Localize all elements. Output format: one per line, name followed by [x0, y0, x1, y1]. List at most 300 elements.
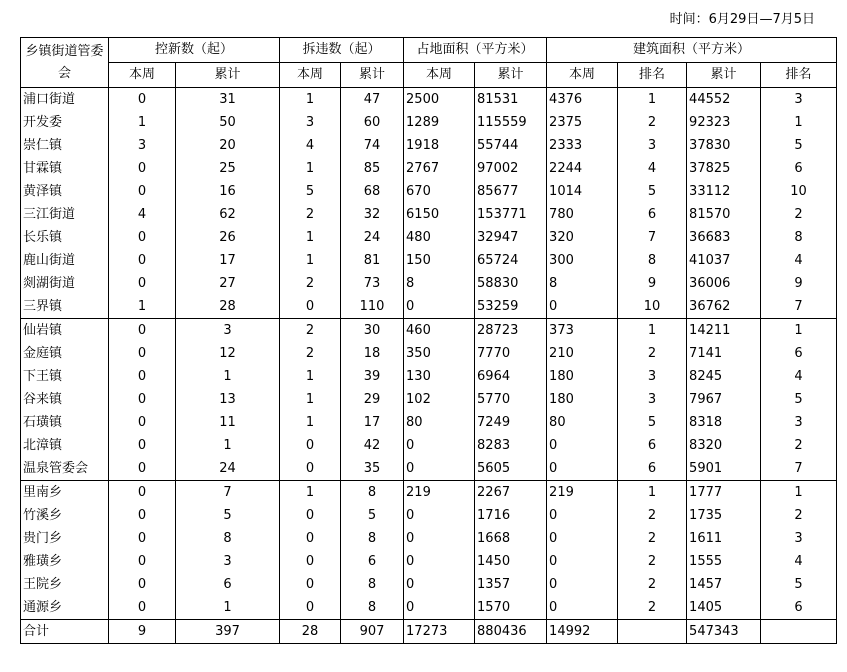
data-cell: 0	[109, 434, 176, 457]
data-cell: 8	[176, 527, 280, 550]
table-row	[21, 596, 837, 620]
data-cell: 0	[109, 249, 176, 272]
district-name-cell: 下王镇	[21, 365, 109, 388]
data-cell: 62	[176, 203, 280, 226]
data-cell: 1	[280, 249, 341, 272]
data-cell: 0	[547, 457, 618, 481]
group-header-demolition: 拆违数（起）	[280, 38, 404, 63]
data-cell: 8	[761, 226, 837, 249]
data-cell: 29	[341, 388, 404, 411]
data-cell: 8283	[475, 434, 547, 457]
data-cell: 81570	[687, 203, 761, 226]
table-header	[21, 38, 837, 88]
data-cell: 10	[761, 180, 837, 203]
data-cell: 6	[761, 342, 837, 365]
data-cell: 0	[547, 504, 618, 527]
group-header-new-control: 控新数（起）	[109, 38, 280, 63]
data-cell: 24	[176, 457, 280, 481]
data-cell: 5	[176, 504, 280, 527]
data-cell: 0	[547, 550, 618, 573]
district-name-cell: 甘霖镇	[21, 157, 109, 180]
data-cell: 1450	[475, 550, 547, 573]
data-cell: 39	[341, 365, 404, 388]
data-cell: 92323	[687, 111, 761, 134]
data-cell: 4	[109, 203, 176, 226]
table-row	[21, 111, 837, 134]
data-cell: 47	[341, 88, 404, 112]
data-cell: 1611	[687, 527, 761, 550]
data-cell: 1	[618, 88, 687, 112]
data-cell: 880436	[475, 620, 547, 644]
data-cell: 33112	[687, 180, 761, 203]
data-cell: 0	[547, 434, 618, 457]
data-cell: 3	[618, 365, 687, 388]
table-row	[21, 249, 837, 272]
data-cell: 1716	[475, 504, 547, 527]
data-cell: 4	[761, 249, 837, 272]
sub-header: 本周	[547, 63, 618, 88]
data-cell: 17273	[404, 620, 475, 644]
data-cell: 6	[341, 550, 404, 573]
data-cell: 4	[761, 365, 837, 388]
data-cell: 2	[618, 504, 687, 527]
table-row	[21, 295, 837, 319]
data-cell: 180	[547, 388, 618, 411]
data-cell: 1	[280, 88, 341, 112]
data-cell: 60	[341, 111, 404, 134]
data-cell: 0	[109, 550, 176, 573]
data-cell: 2	[618, 596, 687, 620]
data-cell: 8	[341, 596, 404, 620]
data-cell: 8	[547, 272, 618, 295]
data-cell: 0	[280, 596, 341, 620]
group-header-land-area: 占地面积（平方米）	[404, 38, 547, 63]
district-name-cell: 剡湖街道	[21, 272, 109, 295]
data-cell: 320	[547, 226, 618, 249]
district-name-cell: 竹溪乡	[21, 504, 109, 527]
data-cell: 9	[618, 272, 687, 295]
data-cell: 31	[176, 88, 280, 112]
data-cell: 2244	[547, 157, 618, 180]
data-cell: 81531	[475, 88, 547, 112]
data-cell: 2	[761, 434, 837, 457]
table-row	[21, 319, 837, 343]
data-cell: 32	[341, 203, 404, 226]
data-cell: 2	[618, 550, 687, 573]
data-cell: 42	[341, 434, 404, 457]
data-cell: 0	[109, 388, 176, 411]
data-cell: 1	[618, 481, 687, 505]
sub-header: 排名	[618, 63, 687, 88]
data-cell: 30	[341, 319, 404, 343]
data-cell: 6	[618, 434, 687, 457]
data-cell: 3	[176, 550, 280, 573]
data-cell: 907	[341, 620, 404, 644]
sub-header: 排名	[761, 63, 837, 88]
data-cell: 0	[280, 434, 341, 457]
data-cell: 2267	[475, 481, 547, 505]
data-cell: 1570	[475, 596, 547, 620]
district-name-cell: 王院乡	[21, 573, 109, 596]
data-cell: 0	[109, 457, 176, 481]
data-cell: 3	[618, 134, 687, 157]
data-cell: 115559	[475, 111, 547, 134]
data-cell: 1	[176, 434, 280, 457]
data-cell: 3	[618, 388, 687, 411]
data-cell: 2	[761, 203, 837, 226]
group-header-building-area: 建筑面积（平方米）	[547, 38, 837, 63]
data-cell: 210	[547, 342, 618, 365]
data-cell: 10	[618, 295, 687, 319]
data-cell: 97002	[475, 157, 547, 180]
data-cell: 150	[404, 249, 475, 272]
data-cell: 8	[404, 272, 475, 295]
data-cell: 1405	[687, 596, 761, 620]
data-cell: 0	[109, 88, 176, 112]
data-cell: 85677	[475, 180, 547, 203]
column-header-district: 乡镇街道管委会	[21, 38, 109, 88]
data-cell: 4	[761, 550, 837, 573]
district-name-cell: 鹿山街道	[21, 249, 109, 272]
table-row	[21, 342, 837, 365]
table-row	[21, 388, 837, 411]
data-cell: 1	[761, 481, 837, 505]
total-row	[21, 620, 837, 644]
data-cell: 5	[618, 411, 687, 434]
data-cell: 28723	[475, 319, 547, 343]
table-row	[21, 272, 837, 295]
total-section	[21, 620, 837, 644]
data-cell: 1	[280, 365, 341, 388]
data-cell: 219	[547, 481, 618, 505]
data-cell: 8	[341, 481, 404, 505]
district-name-cell: 三界镇	[21, 295, 109, 319]
data-cell: 0	[404, 550, 475, 573]
data-cell: 0	[404, 434, 475, 457]
header-row-groups	[21, 38, 837, 63]
data-cell: 0	[280, 457, 341, 481]
table-row	[21, 134, 837, 157]
data-cell: 1	[280, 226, 341, 249]
data-cell	[618, 620, 687, 644]
data-cell: 53259	[475, 295, 547, 319]
data-cell: 110	[341, 295, 404, 319]
data-cell: 5	[280, 180, 341, 203]
data-cell: 17	[341, 411, 404, 434]
data-cell: 28	[176, 295, 280, 319]
data-cell: 2	[280, 203, 341, 226]
district-name-cell: 三江街道	[21, 203, 109, 226]
data-cell: 44552	[687, 88, 761, 112]
data-cell: 7249	[475, 411, 547, 434]
data-cell: 36683	[687, 226, 761, 249]
table-row	[21, 550, 837, 573]
data-cell: 6	[176, 573, 280, 596]
data-cell: 37830	[687, 134, 761, 157]
data-cell: 1357	[475, 573, 547, 596]
data-cell	[761, 620, 837, 644]
data-cell: 5770	[475, 388, 547, 411]
table-row	[21, 180, 837, 203]
data-cell: 1735	[687, 504, 761, 527]
data-cell: 5	[761, 388, 837, 411]
data-cell: 7	[761, 457, 837, 481]
data-cell: 2	[618, 573, 687, 596]
district-group	[21, 481, 837, 620]
data-cell: 1	[109, 295, 176, 319]
data-cell: 3	[761, 88, 837, 112]
district-name-cell: 合计	[21, 620, 109, 644]
data-cell: 130	[404, 365, 475, 388]
data-cell: 350	[404, 342, 475, 365]
data-cell: 4376	[547, 88, 618, 112]
data-cell: 80	[547, 411, 618, 434]
district-name-cell: 金庭镇	[21, 342, 109, 365]
data-cell: 0	[109, 504, 176, 527]
data-cell: 85	[341, 157, 404, 180]
data-cell: 0	[280, 295, 341, 319]
statistics-table	[20, 37, 837, 644]
data-cell: 0	[109, 157, 176, 180]
data-cell: 6150	[404, 203, 475, 226]
data-cell: 1	[280, 157, 341, 180]
data-cell: 780	[547, 203, 618, 226]
data-cell: 2375	[547, 111, 618, 134]
district-name-cell: 崇仁镇	[21, 134, 109, 157]
district-name-cell: 石璜镇	[21, 411, 109, 434]
table-row	[21, 504, 837, 527]
table-row	[21, 434, 837, 457]
district-name-cell: 黄泽镇	[21, 180, 109, 203]
data-cell: 0	[109, 481, 176, 505]
data-cell: 36006	[687, 272, 761, 295]
data-cell: 1	[280, 481, 341, 505]
data-cell: 0	[109, 180, 176, 203]
district-name-cell: 里南乡	[21, 481, 109, 505]
data-cell: 0	[280, 527, 341, 550]
data-cell: 2333	[547, 134, 618, 157]
table-row	[21, 203, 837, 226]
data-cell: 0	[109, 596, 176, 620]
data-cell: 1668	[475, 527, 547, 550]
data-cell: 14211	[687, 319, 761, 343]
data-cell: 9	[761, 272, 837, 295]
district-name-cell: 雅璜乡	[21, 550, 109, 573]
data-cell: 0	[547, 596, 618, 620]
data-cell: 5605	[475, 457, 547, 481]
data-cell: 8	[618, 249, 687, 272]
data-cell: 17	[176, 249, 280, 272]
data-cell: 3	[176, 319, 280, 343]
data-cell: 4	[280, 134, 341, 157]
data-cell: 0	[109, 319, 176, 343]
district-name-cell: 长乐镇	[21, 226, 109, 249]
data-cell: 12	[176, 342, 280, 365]
header-row-sub	[21, 63, 837, 88]
data-cell: 27	[176, 272, 280, 295]
data-cell: 1	[176, 596, 280, 620]
data-cell: 2	[618, 111, 687, 134]
data-cell: 3	[761, 527, 837, 550]
data-cell: 28	[280, 620, 341, 644]
sub-header: 累计	[341, 63, 404, 88]
district-group	[21, 319, 837, 481]
data-cell: 3	[280, 111, 341, 134]
data-cell: 4	[618, 157, 687, 180]
data-cell: 26	[176, 226, 280, 249]
data-cell: 36762	[687, 295, 761, 319]
district-name-cell: 仙岩镇	[21, 319, 109, 343]
data-cell: 0	[547, 573, 618, 596]
data-cell: 55744	[475, 134, 547, 157]
data-cell: 8318	[687, 411, 761, 434]
data-cell: 1	[280, 411, 341, 434]
table-row	[21, 88, 837, 112]
data-cell: 180	[547, 365, 618, 388]
sub-header: 本周	[404, 63, 475, 88]
data-cell: 5	[618, 180, 687, 203]
data-cell: 0	[109, 573, 176, 596]
data-cell: 6	[761, 157, 837, 180]
data-cell: 24	[341, 226, 404, 249]
data-cell: 5	[761, 134, 837, 157]
data-cell: 0	[404, 596, 475, 620]
report-period: 时间：6月29日—7月5日	[669, 12, 815, 27]
data-cell: 8	[341, 573, 404, 596]
table-row	[21, 411, 837, 434]
data-cell: 2	[280, 272, 341, 295]
data-cell: 2767	[404, 157, 475, 180]
data-cell: 35	[341, 457, 404, 481]
data-cell: 6	[761, 596, 837, 620]
data-cell: 20	[176, 134, 280, 157]
data-cell: 81	[341, 249, 404, 272]
district-name-cell: 温泉管委会	[21, 457, 109, 481]
data-cell: 73	[341, 272, 404, 295]
data-cell: 0	[109, 272, 176, 295]
data-cell: 1	[761, 111, 837, 134]
data-cell: 7141	[687, 342, 761, 365]
data-cell: 102	[404, 388, 475, 411]
data-cell: 373	[547, 319, 618, 343]
data-cell: 8245	[687, 365, 761, 388]
data-cell: 1	[176, 365, 280, 388]
data-cell: 7967	[687, 388, 761, 411]
data-cell: 74	[341, 134, 404, 157]
data-cell: 5	[761, 573, 837, 596]
data-cell: 0	[280, 573, 341, 596]
table-row	[21, 573, 837, 596]
data-cell: 1014	[547, 180, 618, 203]
data-cell: 7	[761, 295, 837, 319]
data-cell: 7770	[475, 342, 547, 365]
sub-header: 本周	[280, 63, 341, 88]
data-cell: 0	[280, 550, 341, 573]
data-cell: 32947	[475, 226, 547, 249]
table-row	[21, 481, 837, 505]
table-row	[21, 527, 837, 550]
data-cell: 0	[404, 457, 475, 481]
data-cell: 16	[176, 180, 280, 203]
data-cell: 1777	[687, 481, 761, 505]
table-row	[21, 157, 837, 180]
district-name-cell: 贵门乡	[21, 527, 109, 550]
data-cell: 8320	[687, 434, 761, 457]
data-cell: 1918	[404, 134, 475, 157]
data-cell: 6964	[475, 365, 547, 388]
sub-header: 本周	[109, 63, 176, 88]
data-cell: 11	[176, 411, 280, 434]
data-cell: 65724	[475, 249, 547, 272]
data-cell: 0	[547, 295, 618, 319]
data-cell: 153771	[475, 203, 547, 226]
table-row	[21, 457, 837, 481]
data-cell: 0	[109, 342, 176, 365]
data-cell: 7	[618, 226, 687, 249]
data-cell: 13	[176, 388, 280, 411]
data-cell: 0	[109, 226, 176, 249]
data-cell: 18	[341, 342, 404, 365]
district-name-cell: 通源乡	[21, 596, 109, 620]
data-cell: 8	[341, 527, 404, 550]
district-name-cell: 开发委	[21, 111, 109, 134]
data-cell: 300	[547, 249, 618, 272]
data-cell: 2	[280, 319, 341, 343]
data-cell: 0	[109, 527, 176, 550]
data-cell: 0	[404, 295, 475, 319]
data-cell: 0	[404, 527, 475, 550]
data-cell: 0	[404, 573, 475, 596]
data-cell: 68	[341, 180, 404, 203]
sub-header: 累计	[176, 63, 280, 88]
data-cell: 3	[761, 411, 837, 434]
data-cell: 6	[618, 457, 687, 481]
data-cell: 1	[109, 111, 176, 134]
data-cell: 6	[618, 203, 687, 226]
data-cell: 1289	[404, 111, 475, 134]
data-cell: 1	[761, 319, 837, 343]
data-cell: 480	[404, 226, 475, 249]
data-cell: 14992	[547, 620, 618, 644]
data-cell: 1	[280, 388, 341, 411]
data-cell: 2	[280, 342, 341, 365]
data-cell: 0	[404, 504, 475, 527]
data-cell: 58830	[475, 272, 547, 295]
sub-header: 累计	[475, 63, 547, 88]
data-cell: 1457	[687, 573, 761, 596]
data-cell: 7	[176, 481, 280, 505]
table-row	[21, 226, 837, 249]
data-cell: 547343	[687, 620, 761, 644]
sub-header: 累计	[687, 63, 761, 88]
data-cell: 0	[280, 504, 341, 527]
data-cell: 2	[761, 504, 837, 527]
district-name-cell: 北漳镇	[21, 434, 109, 457]
data-cell: 0	[109, 411, 176, 434]
district-group	[21, 88, 837, 319]
data-cell: 1555	[687, 550, 761, 573]
data-cell: 2	[618, 342, 687, 365]
data-cell: 5	[341, 504, 404, 527]
data-cell: 2	[618, 527, 687, 550]
table-row	[21, 365, 837, 388]
data-cell: 219	[404, 481, 475, 505]
data-cell: 397	[176, 620, 280, 644]
data-cell: 2500	[404, 88, 475, 112]
data-cell: 460	[404, 319, 475, 343]
data-cell: 80	[404, 411, 475, 434]
data-cell: 50	[176, 111, 280, 134]
